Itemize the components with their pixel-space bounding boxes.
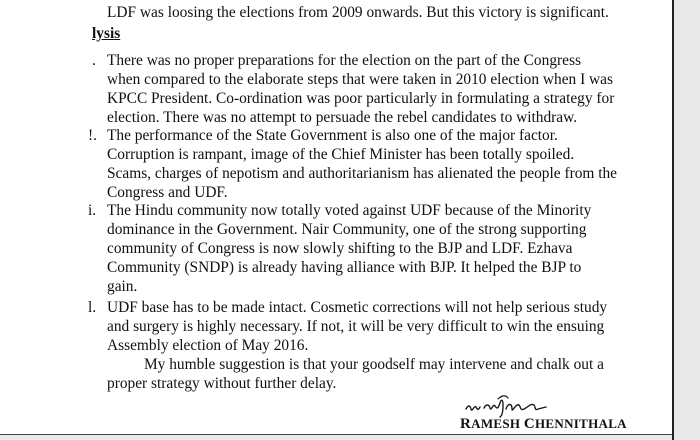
- closing-line: proper strategy without further delay.: [107, 375, 337, 392]
- closing-line: My humble suggestion is that your goodself may intervene and chalk out a: [144, 356, 604, 373]
- page-edge-right: [672, 0, 700, 440]
- item-line: Corruption is rampant, image of the Chief Minister has been totally spoiled.: [107, 146, 575, 163]
- item-line: and surgery is highly necessary. If not, it will be very difficult to win the ensuing: [107, 318, 605, 335]
- item-line: Scams, charges of nepotism and authoritarianism has alienated the people from the: [107, 165, 618, 182]
- item-line: election. There was no attempt to persuade the rebel candidates to withdraw.: [107, 109, 578, 126]
- page-edge-bottom: [0, 434, 672, 440]
- item-line: Assembly election of May 2016.: [107, 337, 309, 354]
- item-marker: i.: [88, 202, 97, 219]
- item-line: The performance of the State Government is also one of the major factor.: [107, 127, 558, 144]
- item-marker: !.: [88, 127, 97, 144]
- item-line: community of Congress is now slowly shifting to the BJP and LDF. Ezhava: [107, 240, 573, 257]
- item-line: There was no proper preparations for the election on the part of the Congress: [107, 52, 581, 69]
- item-line: Community (SNDP) is already having alliance with BJP. It helped the BJP to: [107, 259, 582, 276]
- item-line: gain.: [107, 278, 138, 295]
- item-marker: .: [92, 52, 96, 69]
- section-heading: lysis: [92, 25, 121, 42]
- item-line: dominance in the Government. Nair Community, one of the strong supporting: [107, 221, 587, 238]
- item-line: when compared to the elaborate steps that were taken in 2010 election when I was: [107, 71, 613, 88]
- signatory-name: RAMESH CHENNITHALA: [460, 416, 627, 432]
- item-line: Congress and UDF.: [107, 184, 228, 201]
- item-line: The Hindu community now totally voted against UDF because of the Minority: [107, 202, 592, 219]
- item-line: UDF base has to be made intact. Cosmetic corrections will not help serious study: [107, 299, 608, 316]
- item-marker: l.: [88, 299, 97, 316]
- item-line: KPCC President. Co-ordination was poor particularly in formulating a strategy for: [107, 90, 615, 107]
- top-line: LDF was loosing the elections from 2009 onwards. But this victory is significant.: [107, 4, 609, 21]
